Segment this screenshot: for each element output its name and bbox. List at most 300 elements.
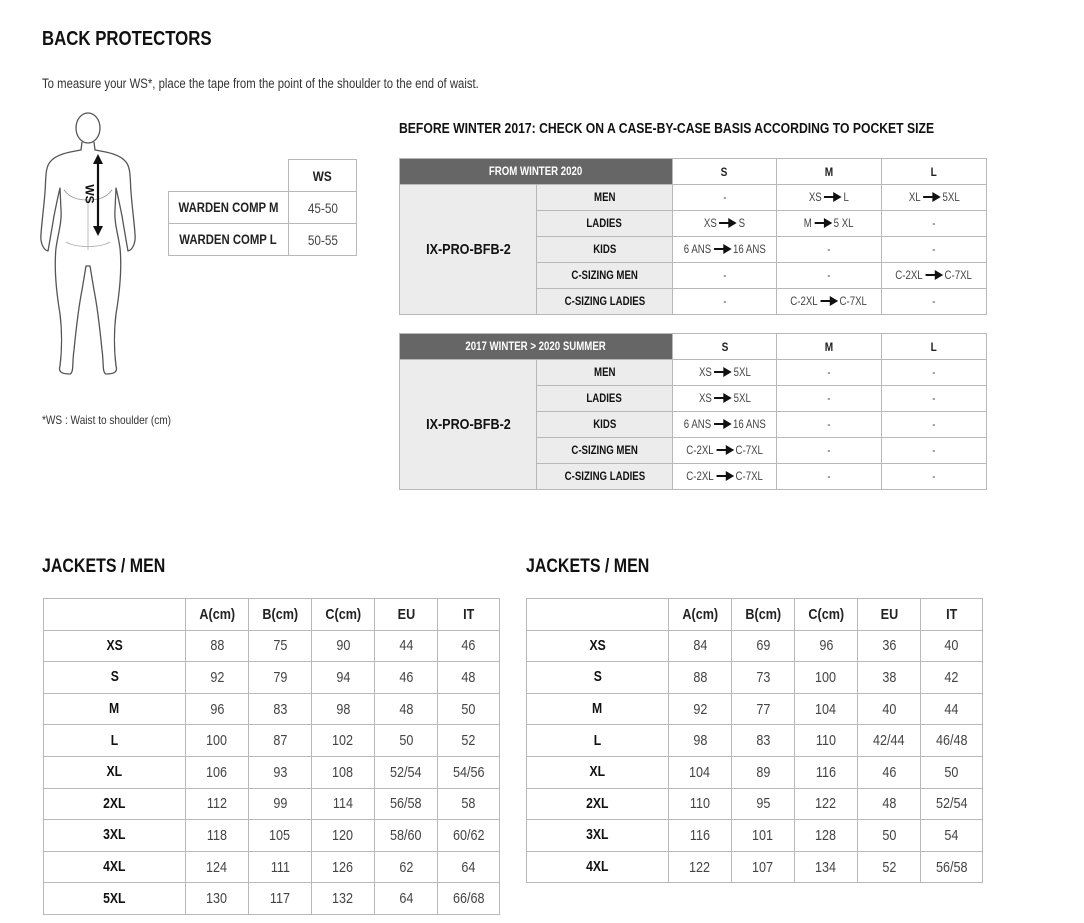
size-cell <box>777 263 882 289</box>
measurement-cell <box>921 693 983 725</box>
category-cell <box>537 360 673 386</box>
measurement-cell <box>312 725 375 757</box>
size-label-cell <box>527 820 669 852</box>
range-to: C-7XL <box>735 444 763 457</box>
jackets-column-header <box>858 599 921 631</box>
table-row <box>44 851 500 883</box>
measurement-value: 107 <box>752 858 774 876</box>
measurement-value: 73 <box>755 668 771 686</box>
size-label: M <box>109 701 120 718</box>
size-label: 4XL <box>586 859 609 876</box>
table-row <box>44 630 500 662</box>
size-table-header <box>400 334 673 360</box>
size-cell <box>777 464 882 490</box>
measurement-cell <box>438 788 500 820</box>
range-to: 16 ANS <box>732 243 766 256</box>
ws-corner <box>169 160 289 192</box>
measurement-cell <box>312 788 375 820</box>
measurement-cell <box>312 820 375 852</box>
measurement-cell <box>312 883 375 915</box>
jackets-title-left-wrap <box>42 556 189 578</box>
size-label: 2XL <box>586 795 609 812</box>
size-label-cell <box>44 693 186 725</box>
table-row <box>527 630 983 662</box>
jackets-column-label: C(cm) <box>808 605 844 623</box>
measurement-cell <box>858 788 921 820</box>
measurement-cell <box>795 820 858 852</box>
size-label-cell <box>44 820 186 852</box>
size-column-header <box>882 334 987 360</box>
jackets-column-label: C(cm) <box>325 605 361 623</box>
size-column-label: M <box>824 339 834 354</box>
ws-row-value: 45-50 <box>289 192 357 224</box>
measurement-cell <box>858 851 921 883</box>
size-cell <box>882 412 987 438</box>
size-cell <box>882 360 987 386</box>
jackets-column-header <box>795 599 858 631</box>
size-label: XS <box>106 637 123 654</box>
size-cell <box>777 438 882 464</box>
range-from: C-2XL <box>895 269 924 282</box>
measurement-value: 130 <box>206 890 228 908</box>
size-label: L <box>110 732 119 749</box>
measurement-value: 92 <box>209 668 225 686</box>
measurement-value: 44 <box>398 637 414 655</box>
size-label: L <box>593 732 602 749</box>
category-cell <box>537 211 673 237</box>
size-label-cell <box>44 725 186 757</box>
measurement-cell <box>249 788 312 820</box>
jackets-table-right <box>526 598 983 883</box>
jackets-title-right: JACKETS / MEN <box>526 556 650 577</box>
measurement-cell <box>375 820 438 852</box>
measurement-value: 124 <box>206 858 228 876</box>
measurement-value: 94 <box>335 668 351 686</box>
measurement-value: 126 <box>332 858 354 876</box>
jackets-column-label: B(cm) <box>262 605 298 623</box>
measurement-cell <box>249 883 312 915</box>
measurement-value: 134 <box>815 858 837 876</box>
table-row <box>527 788 983 820</box>
measurement-cell <box>375 693 438 725</box>
case-note: BEFORE WINTER 2017: CHECK ON A CASE-BY-CASE BASIS ACCORDING TO POCKET SIZE <box>399 121 935 137</box>
measurement-value: 93 <box>272 763 288 781</box>
size-label: XS <box>589 637 606 654</box>
size-cell <box>777 237 882 263</box>
cell-value: - <box>827 470 831 483</box>
range-to: C-7XL <box>944 269 973 282</box>
ws-row-label: WARDEN COMP L <box>169 224 289 256</box>
size-column-header <box>882 159 987 185</box>
category-cell <box>537 412 673 438</box>
cell-value: - <box>722 191 727 204</box>
measurement-cell <box>732 662 795 694</box>
arrow-right-icon <box>713 419 731 429</box>
measurement-value: 90 <box>335 637 351 655</box>
size-label-cell <box>44 756 186 788</box>
measurement-cell <box>921 662 983 694</box>
cell-value: - <box>932 418 936 431</box>
measurement-cell <box>795 630 858 662</box>
size-column-label: L <box>930 339 938 354</box>
size-label-cell <box>527 725 669 757</box>
size-label: XL <box>589 764 606 781</box>
size-cell <box>882 263 987 289</box>
size-label-cell <box>527 662 669 694</box>
measurement-value: 100 <box>206 732 228 750</box>
cell-value: - <box>722 295 727 308</box>
jackets-column-header <box>375 599 438 631</box>
measurement-value: 50 <box>944 763 959 781</box>
category-cell <box>537 263 673 289</box>
size-label: 3XL <box>103 827 126 844</box>
measurement-value: 62 <box>398 858 414 876</box>
size-cell <box>673 289 777 315</box>
measurement-value: 77 <box>755 700 771 718</box>
category-label: C-SIZING LADIES <box>564 470 645 483</box>
measurement-cell <box>732 756 795 788</box>
measurement-cell <box>312 851 375 883</box>
measurement-cell <box>375 725 438 757</box>
measurement-value: 89 <box>755 763 771 781</box>
measurement-cell <box>438 662 500 694</box>
measurement-cell <box>732 851 795 883</box>
ws-header-row <box>169 160 357 192</box>
size-label-cell <box>44 630 186 662</box>
measurement-cell <box>858 693 921 725</box>
measurement-cell <box>669 820 732 852</box>
jackets-header-row <box>44 599 500 631</box>
range-to: S <box>738 217 746 230</box>
size-cell <box>882 438 987 464</box>
measurement-cell <box>249 820 312 852</box>
measurement-cell <box>438 820 500 852</box>
category-cell <box>537 464 673 490</box>
measurement-value: 58 <box>461 795 476 813</box>
measurement-value: 50 <box>461 700 476 718</box>
size-label: XL <box>106 764 123 781</box>
size-cell <box>673 185 777 211</box>
range-from: XL <box>908 191 921 204</box>
measurement-cell <box>438 725 500 757</box>
measurement-cell <box>186 662 249 694</box>
size-table-header <box>400 159 673 185</box>
measurement-value: 122 <box>815 795 837 813</box>
size-cell <box>673 412 777 438</box>
range-from: XS <box>703 217 717 230</box>
size-cell <box>673 386 777 412</box>
measurement-value: 116 <box>689 826 711 844</box>
size-table-header-label: 2017 WINTER > 2020 SUMMER <box>465 340 607 353</box>
size-column-header <box>673 334 777 360</box>
measurement-cell <box>795 788 858 820</box>
measurement-cell <box>312 662 375 694</box>
measurement-cell <box>669 630 732 662</box>
cell-value: - <box>932 295 936 308</box>
measurement-value: 40 <box>944 637 959 655</box>
table-row <box>44 756 500 788</box>
jackets-column-header <box>186 599 249 631</box>
arrow-right-icon <box>820 296 838 306</box>
measurement-cell <box>249 851 312 883</box>
measurement-cell <box>249 693 312 725</box>
cell-value: - <box>932 217 936 230</box>
category-cell <box>537 185 673 211</box>
jackets-column-label: A(cm) <box>199 605 235 623</box>
jackets-column-label: B(cm) <box>745 605 781 623</box>
arrow-right-icon <box>925 270 943 280</box>
measurement-cell <box>438 851 500 883</box>
product-group-cell <box>400 185 537 315</box>
size-label: 3XL <box>586 827 609 844</box>
jackets-column-label: IT <box>945 605 958 623</box>
measurement-value: 69 <box>755 637 771 655</box>
measurement-cell <box>795 756 858 788</box>
category-label: C-SIZING LADIES <box>564 295 645 308</box>
range-from: C-2XL <box>686 444 714 457</box>
size-cell <box>777 289 882 315</box>
measurement-value: 52/54 <box>390 763 422 781</box>
measurement-cell <box>732 725 795 757</box>
measurement-value: 83 <box>272 700 288 718</box>
ws-row-label: WARDEN COMP M <box>169 192 289 224</box>
table-row <box>169 192 357 224</box>
measurement-value: 60/62 <box>452 826 485 844</box>
size-label-cell <box>44 788 186 820</box>
jackets-header-row <box>527 599 983 631</box>
measurement-cell <box>375 883 438 915</box>
measurement-cell <box>186 788 249 820</box>
measurement-value: 54 <box>944 826 959 844</box>
table-row <box>400 360 987 386</box>
page-title-wrap <box>42 28 244 51</box>
jackets-table-left <box>43 598 500 915</box>
measurement-cell <box>795 725 858 757</box>
measurement-cell <box>375 662 438 694</box>
measurement-value: 132 <box>332 890 354 908</box>
measurement-cell <box>858 756 921 788</box>
measurement-cell <box>186 820 249 852</box>
measurement-value: 36 <box>881 637 897 655</box>
size-column-label: L <box>930 164 938 179</box>
range-to: L <box>843 191 850 204</box>
range-from: 6 ANS <box>683 418 711 431</box>
measurement-cell <box>438 883 500 915</box>
measurement-value: 101 <box>752 826 774 844</box>
arrow-right-icon <box>715 445 733 455</box>
measurement-cell <box>438 693 500 725</box>
arrow-right-icon <box>715 471 733 481</box>
ws-column-header: WS <box>289 160 357 192</box>
measurement-cell <box>858 662 921 694</box>
measurement-value: 50 <box>398 732 414 750</box>
table-row <box>44 725 500 757</box>
measurement-value: 66/68 <box>452 890 485 908</box>
size-column-header <box>777 334 882 360</box>
table-row <box>44 883 500 915</box>
measurement-cell <box>921 630 983 662</box>
measurement-cell <box>375 788 438 820</box>
category-label: KIDS <box>592 243 617 256</box>
size-label: 4XL <box>103 859 126 876</box>
page-title: BACK PROTECTORS <box>42 28 212 50</box>
range-from: XS <box>808 191 822 204</box>
measurement-value: 114 <box>332 795 354 813</box>
measurement-cell <box>921 788 983 820</box>
arrow-right-icon <box>922 192 940 202</box>
measurement-cell <box>312 693 375 725</box>
measurement-cell <box>312 630 375 662</box>
jackets-column-label: IT <box>462 605 475 623</box>
measurement-value: 52 <box>881 858 897 876</box>
measurement-value: 102 <box>332 732 354 750</box>
measurement-value: 50 <box>881 826 897 844</box>
jackets-title-right-wrap <box>526 556 673 578</box>
category-label: C-SIZING MEN <box>571 444 638 457</box>
measurement-cell <box>312 756 375 788</box>
measurement-value: 75 <box>272 637 288 655</box>
measurement-value: 48 <box>881 795 897 813</box>
table-row <box>527 725 983 757</box>
footnote-wrap <box>42 413 196 427</box>
footnote: *WS : Waist to shoulder (cm) <box>42 413 172 427</box>
measurement-value: 79 <box>272 668 288 686</box>
size-label: M <box>592 701 603 718</box>
size-cell <box>673 464 777 490</box>
category-label: MEN <box>593 366 616 379</box>
size-cell <box>882 464 987 490</box>
measurement-value: 128 <box>815 826 837 844</box>
measurement-value: 54/56 <box>452 763 485 781</box>
range-to: 16 ANS <box>732 418 766 431</box>
jackets-corner <box>527 599 669 631</box>
measurement-cell <box>795 662 858 694</box>
measurement-value: 42 <box>944 668 959 686</box>
measurement-value: 46 <box>461 637 476 655</box>
measurement-cell <box>186 725 249 757</box>
size-label-cell <box>527 693 669 725</box>
range-from: XS <box>698 366 712 379</box>
table-row <box>44 662 500 694</box>
measurement-value: 92 <box>692 700 708 718</box>
measurement-cell <box>921 851 983 883</box>
measurement-value: 116 <box>815 763 837 781</box>
measurement-cell <box>858 630 921 662</box>
range-from: 6 ANS <box>683 243 711 256</box>
measurement-value: 120 <box>332 826 354 844</box>
size-label-cell <box>44 851 186 883</box>
cell-value: - <box>827 392 831 405</box>
table-row <box>527 662 983 694</box>
measurement-value: 52/54 <box>935 795 968 813</box>
cell-value: - <box>932 444 936 457</box>
arrow-right-icon <box>824 192 842 202</box>
table-row <box>44 693 500 725</box>
size-label-cell <box>44 883 186 915</box>
table-row <box>527 820 983 852</box>
measurement-value: 84 <box>692 637 708 655</box>
measurement-value: 108 <box>332 763 354 781</box>
measurement-cell <box>669 725 732 757</box>
category-label: KIDS <box>592 418 617 431</box>
product-group-label: IX-PRO-BFB-2 <box>425 416 511 433</box>
measurement-value: 106 <box>206 763 228 781</box>
measurement-value: 100 <box>815 668 837 686</box>
size-cell <box>777 360 882 386</box>
range-from: C-2XL <box>686 470 714 483</box>
cell-value: - <box>827 243 831 256</box>
measurement-cell <box>669 788 732 820</box>
measurement-value: 112 <box>206 795 228 813</box>
measurement-cell <box>375 756 438 788</box>
range-to: 5 XL <box>833 217 854 230</box>
size-label-cell <box>44 662 186 694</box>
measurement-cell <box>249 725 312 757</box>
cell-value: - <box>932 243 936 256</box>
measurement-value: 96 <box>818 637 834 655</box>
measurement-value: 87 <box>272 732 288 750</box>
measurement-value: 95 <box>755 795 771 813</box>
measurement-value: 104 <box>815 700 837 718</box>
size-cell <box>882 185 987 211</box>
figure-label: WS <box>83 184 97 204</box>
measurement-value: 56/58 <box>935 858 968 876</box>
measurement-value: 46 <box>398 668 414 686</box>
measurement-value: 58/60 <box>390 826 422 844</box>
size-cell <box>673 263 777 289</box>
measurement-cell <box>858 725 921 757</box>
size-cell <box>777 211 882 237</box>
category-label: MEN <box>593 191 616 204</box>
measurement-cell <box>921 756 983 788</box>
range-from: C-2XL <box>790 295 819 308</box>
measurement-cell <box>186 630 249 662</box>
product-group-label: IX-PRO-BFB-2 <box>425 241 511 258</box>
category-cell <box>537 289 673 315</box>
measurement-value: 48 <box>398 700 414 718</box>
table-row <box>527 756 983 788</box>
size-label: S <box>593 669 602 686</box>
size-label: 2XL <box>103 795 126 812</box>
jackets-title-left: JACKETS / MEN <box>42 556 166 577</box>
jackets-corner <box>44 599 186 631</box>
product-group-cell <box>400 360 537 490</box>
size-column-label: S <box>721 339 728 354</box>
range-to: 5XL <box>942 191 960 204</box>
size-cell <box>673 237 777 263</box>
measurement-value: 98 <box>692 732 708 750</box>
measurement-value: 83 <box>755 732 771 750</box>
measurement-value: 117 <box>269 890 291 908</box>
measurement-cell <box>186 851 249 883</box>
measurement-value: 98 <box>335 700 351 718</box>
size-label-cell <box>527 630 669 662</box>
measurement-value: 96 <box>209 700 225 718</box>
category-label: C-SIZING MEN <box>571 269 638 282</box>
table-row <box>169 224 357 256</box>
measurement-cell <box>732 630 795 662</box>
jackets-column-header <box>921 599 983 631</box>
category-cell <box>537 386 673 412</box>
cell-value: - <box>932 366 936 379</box>
measurement-value: 52 <box>461 732 476 750</box>
table-row <box>527 693 983 725</box>
intro-text: To measure your WS*, place the tape from the point of the shoulder to the end of waist. <box>42 76 479 91</box>
table-row <box>44 788 500 820</box>
measurement-value: 44 <box>944 700 959 718</box>
measurement-value: 48 <box>461 668 476 686</box>
measurement-cell <box>249 756 312 788</box>
